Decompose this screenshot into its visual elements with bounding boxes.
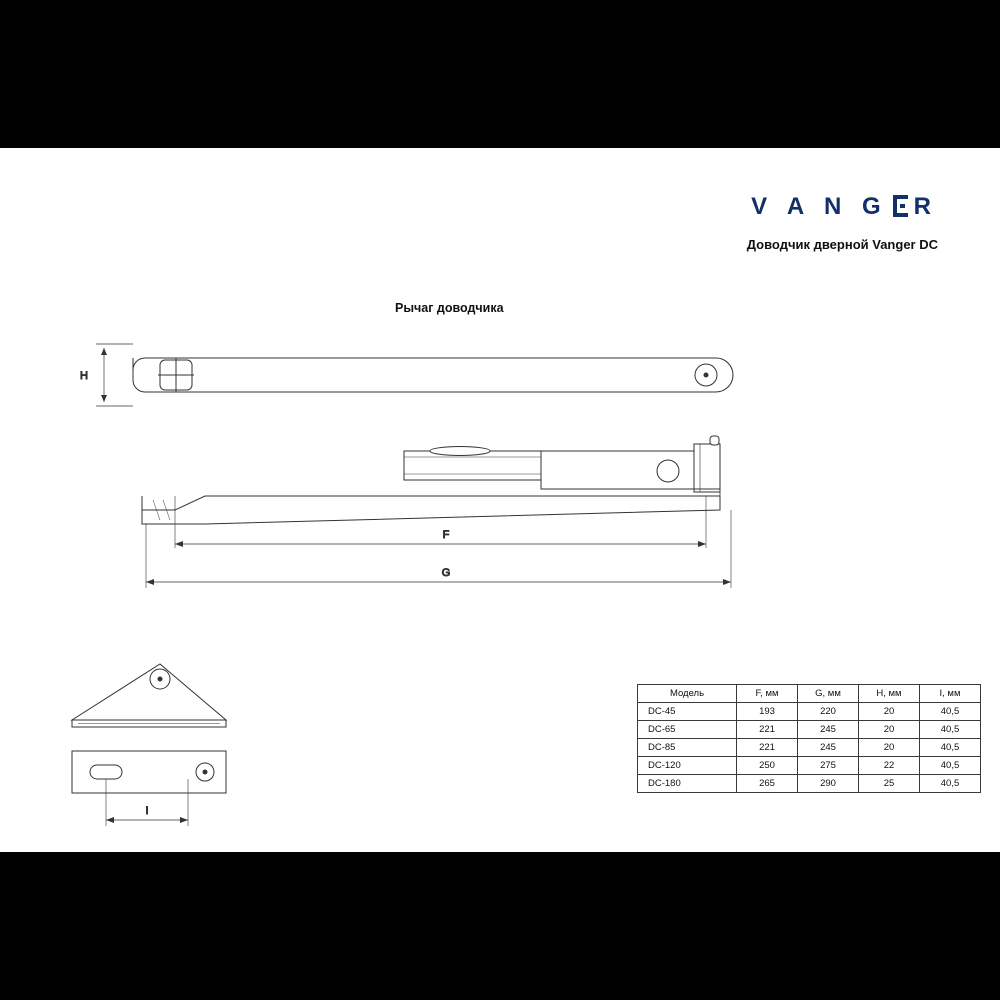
table-row: [638, 757, 981, 775]
drawing-sheet: [0, 148, 1000, 852]
cell-i: 40,5: [920, 703, 981, 721]
cell-i: 40,5: [920, 721, 981, 739]
bracket-side-view: [72, 664, 226, 727]
arm-side-view-lower: [142, 489, 720, 524]
cell-f: 221: [737, 721, 798, 739]
cell-model: DC-120: [638, 757, 737, 775]
cell-h: 20: [859, 703, 920, 721]
arm-top-view: [133, 358, 733, 392]
label-f: F: [442, 529, 450, 541]
cell-model: DC-65: [638, 721, 737, 739]
cell-g: 220: [798, 703, 859, 721]
cell-model: DC-85: [638, 739, 737, 757]
cell-model: DC-45: [638, 703, 737, 721]
table-header-model: Модель: [638, 685, 737, 703]
cell-h: 22: [859, 757, 920, 775]
table-header-i: I, мм: [920, 685, 981, 703]
arm-side-view-body: [404, 436, 720, 492]
brand-name-part1: V A N G: [751, 193, 888, 220]
table-row: [638, 775, 981, 793]
specification-table: [637, 684, 981, 793]
brand-name-part2: R: [913, 193, 938, 220]
table-row: [638, 703, 981, 721]
cell-i: 40,5: [920, 739, 981, 757]
cell-h: 25: [859, 775, 920, 793]
sheet-subtitle: Доводчик дверной Vanger DC: [746, 237, 938, 252]
cell-model: DC-180: [638, 775, 737, 793]
label-g: G: [441, 567, 451, 579]
dimension-h: [80, 344, 133, 406]
table-header-row: [638, 685, 981, 703]
table-row: [638, 739, 981, 757]
cell-f: 193: [737, 703, 798, 721]
cell-h: 20: [859, 721, 920, 739]
cell-h: 20: [859, 739, 920, 757]
label-h: H: [80, 370, 88, 382]
drawing-caption: Рычаг доводчика: [395, 301, 504, 315]
table-header-g: G, мм: [798, 685, 859, 703]
cell-i: 40,5: [920, 775, 981, 793]
cell-g: 245: [798, 739, 859, 757]
cell-g: 290: [798, 775, 859, 793]
cell-g: 245: [798, 721, 859, 739]
table-header-h: H, мм: [859, 685, 920, 703]
cell-f: 250: [737, 757, 798, 775]
cell-f: 265: [737, 775, 798, 793]
label-i: I: [145, 805, 149, 817]
table-header-f: F, мм: [737, 685, 798, 703]
cell-f: 221: [737, 739, 798, 757]
cell-i: 40,5: [920, 757, 981, 775]
bracket-plan-view: [72, 751, 226, 793]
table-row: [638, 721, 981, 739]
cell-g: 275: [798, 757, 859, 775]
